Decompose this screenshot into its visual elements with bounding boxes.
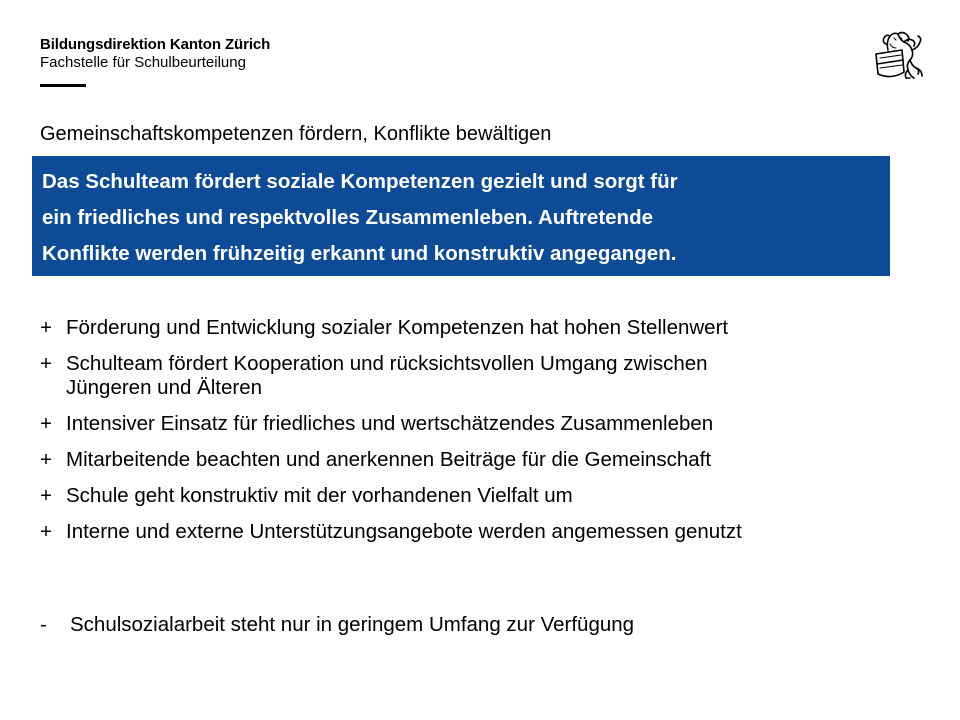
banner-line: Konflikte werden frühzeitig erkannt und konstruktiv angegangen. xyxy=(42,242,677,265)
list-item xyxy=(40,316,955,340)
list-item xyxy=(40,412,955,436)
plus-marker: + xyxy=(40,412,52,435)
list-item-text: Schule geht konstruktiv mit der vorhandenen Vielfalt um xyxy=(66,484,573,507)
header-rule xyxy=(40,84,86,87)
list-item xyxy=(40,448,955,472)
strengths-list xyxy=(40,316,955,556)
weakness-item xyxy=(40,613,634,637)
org-name: Bildungsdirektion Kanton Zürich xyxy=(40,36,271,53)
list-item xyxy=(40,484,955,508)
org-unit: Fachstelle für Schulbeurteilung xyxy=(40,54,246,71)
list-item-text: Förderung und Entwicklung sozialer Kompetenzen hat hohen Stellenwert xyxy=(66,316,729,339)
weakness-text: Schulsozialarbeit steht nur in geringem Umfang zur Verfügung xyxy=(70,613,635,636)
list-item-text: Mitarbeitende beachten und anerkennen Beiträge für die Gemeinschaft xyxy=(66,448,712,471)
banner-line: Das Schulteam fördert soziale Kompetenzen gezielt und sorgt für xyxy=(42,170,678,193)
summary-banner xyxy=(32,156,890,276)
plus-marker: + xyxy=(40,316,52,339)
org-header xyxy=(40,36,270,87)
zurich-lion-crest-icon xyxy=(868,28,926,82)
minus-marker: - xyxy=(40,613,47,636)
list-item-text: Intensiver Einsatz für friedliches und wertschätzendes Zusammenleben xyxy=(66,412,714,435)
list-item-text: Schulteam fördert Kooperation und rücksichtsvollen Umgang zwischen Jüngeren und Älteren xyxy=(66,352,708,399)
list-item xyxy=(40,520,955,544)
list-item-text: Interne und externe Unterstützungsangebote werden angemessen genutzt xyxy=(66,520,742,543)
page-title: Gemeinschaftskompetenzen fördern, Konflikte bewältigen xyxy=(40,123,552,145)
plus-marker: + xyxy=(40,484,52,507)
list-item xyxy=(40,352,955,400)
plus-marker: + xyxy=(40,448,52,471)
plus-marker: + xyxy=(40,520,52,543)
plus-marker: + xyxy=(40,352,52,375)
banner-line: ein friedliches und respektvolles Zusammenleben. Auftretende xyxy=(42,206,653,229)
